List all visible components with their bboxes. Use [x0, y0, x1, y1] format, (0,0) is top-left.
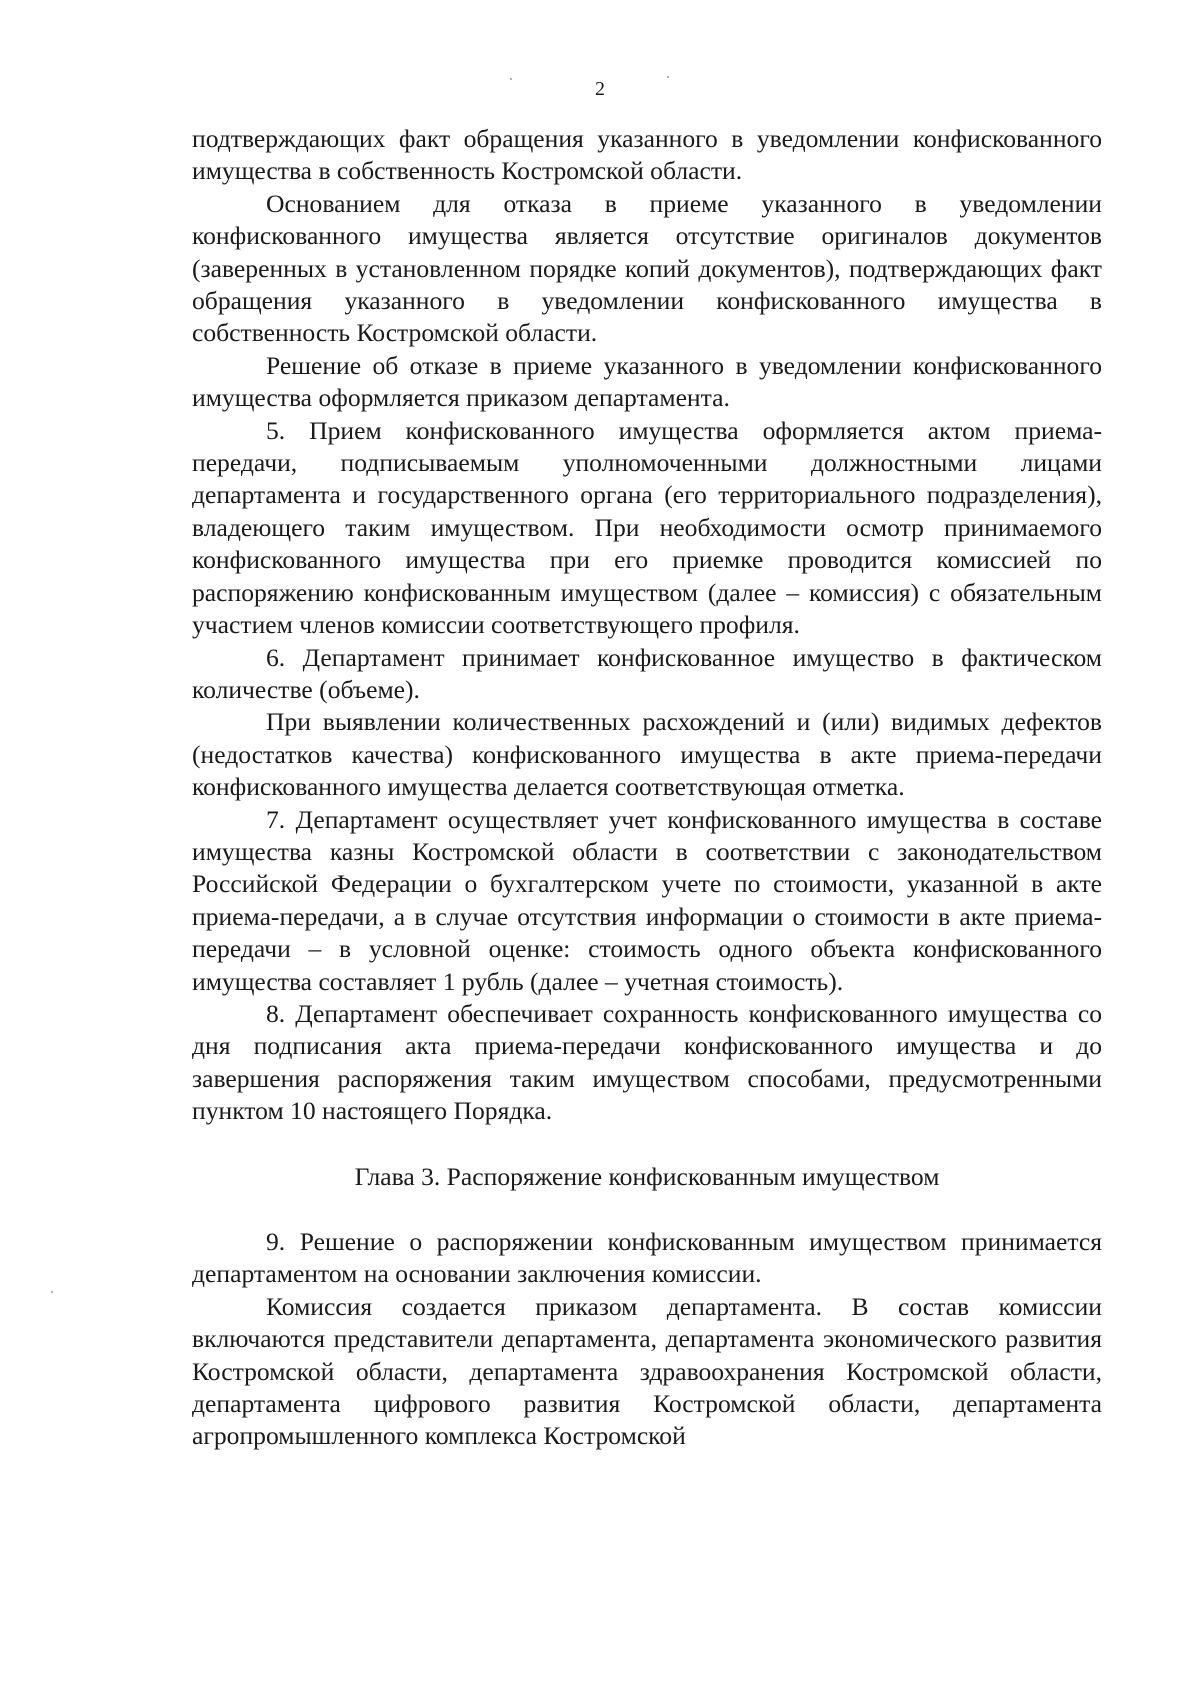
page-number: 2	[595, 78, 605, 100]
scan-speck	[510, 78, 512, 80]
paragraph-item-5: 5. Прием конфискованного имущества оформляется актом приема-передачи, подписываемым уполномоченными должностными лицами департамента и государственного органа (его территориального подразделения), владеющего таким имуществом. При необходимости осмотр принимаемого конфискованного имущества при его приемке проводится комиссией по распоряжению конфискованным имуществом (далее – комиссия) с обязательным участием членов комиссии соответствующего профиля.	[192, 415, 1102, 640]
paragraph-item-9: 9. Решение о распоряжении конфискованным имуществом принимается департаментом на основании заключения комиссии.	[192, 1227, 1102, 1289]
paragraph: Комиссия создается приказом департамента. В состав комиссии включаются представители департамента, департамента экономического развития Костромской области, департамента здравоохранения Костромской области, департамента цифрового развития Костромской области, департамента агропромышленного комплекса Костромской	[192, 1291, 1102, 1451]
scan-speck	[51, 1291, 53, 1293]
document-body	[192, 123, 1102, 1453]
paragraph-item-6: 6. Департамент принимает конфискованное имущество в фактическом количестве (объеме).	[192, 642, 1102, 704]
paragraph: подтверждающих факт обращения указанного в уведомлении конфискованного имущества в собственность Костромской области.	[192, 124, 1102, 186]
paragraph: При выявлении количественных расхождений и (или) видимых дефектов (недостатков качества) конфискованного имущества в акте приема-передачи конфискованного имущества делается соответствующая отметка.	[192, 707, 1102, 802]
scan-speck	[667, 76, 669, 78]
paragraph: Решение об отказе в приеме указанного в уведомлении конфискованного имущества оформляется приказом департамента.	[192, 350, 1102, 413]
paragraph: Основанием для отказа в приеме указанного в уведомлении конфискованного имущества является отсутствие оригиналов документов (заверенных в установленном порядке копий документов), подтверждающих факт обращения указанного в уведомлении конфискованного имущества в собственность Костромской области.	[192, 188, 1102, 348]
paragraph-item-7: 7. Департамент осуществляет учет конфискованного имущества в составе имущества казны Костромской области в соответствии с законодательством Российской Федерации о бухгалтерском учете по стоимости, указанной в акте приема-передачи, а в случае отсутствия информации о стоимости в акте приема-передачи – в условной оценке: стоимость одного объекта конфискованного имущества составляет 1 рубль (далее – учетная стоимость).	[192, 804, 1102, 996]
paragraph-item-8: 8. Департамент обеспечивает сохранность конфискованного имущества со дня подписания акта приема-передачи конфискованного имущества и до завершения распоряжения таким имуществом способами, предусмотренными пунктом 10 настоящего Порядка.	[192, 998, 1102, 1126]
chapter-title: Глава 3. Распоряжение конфискованным имуществом	[354, 1161, 940, 1191]
